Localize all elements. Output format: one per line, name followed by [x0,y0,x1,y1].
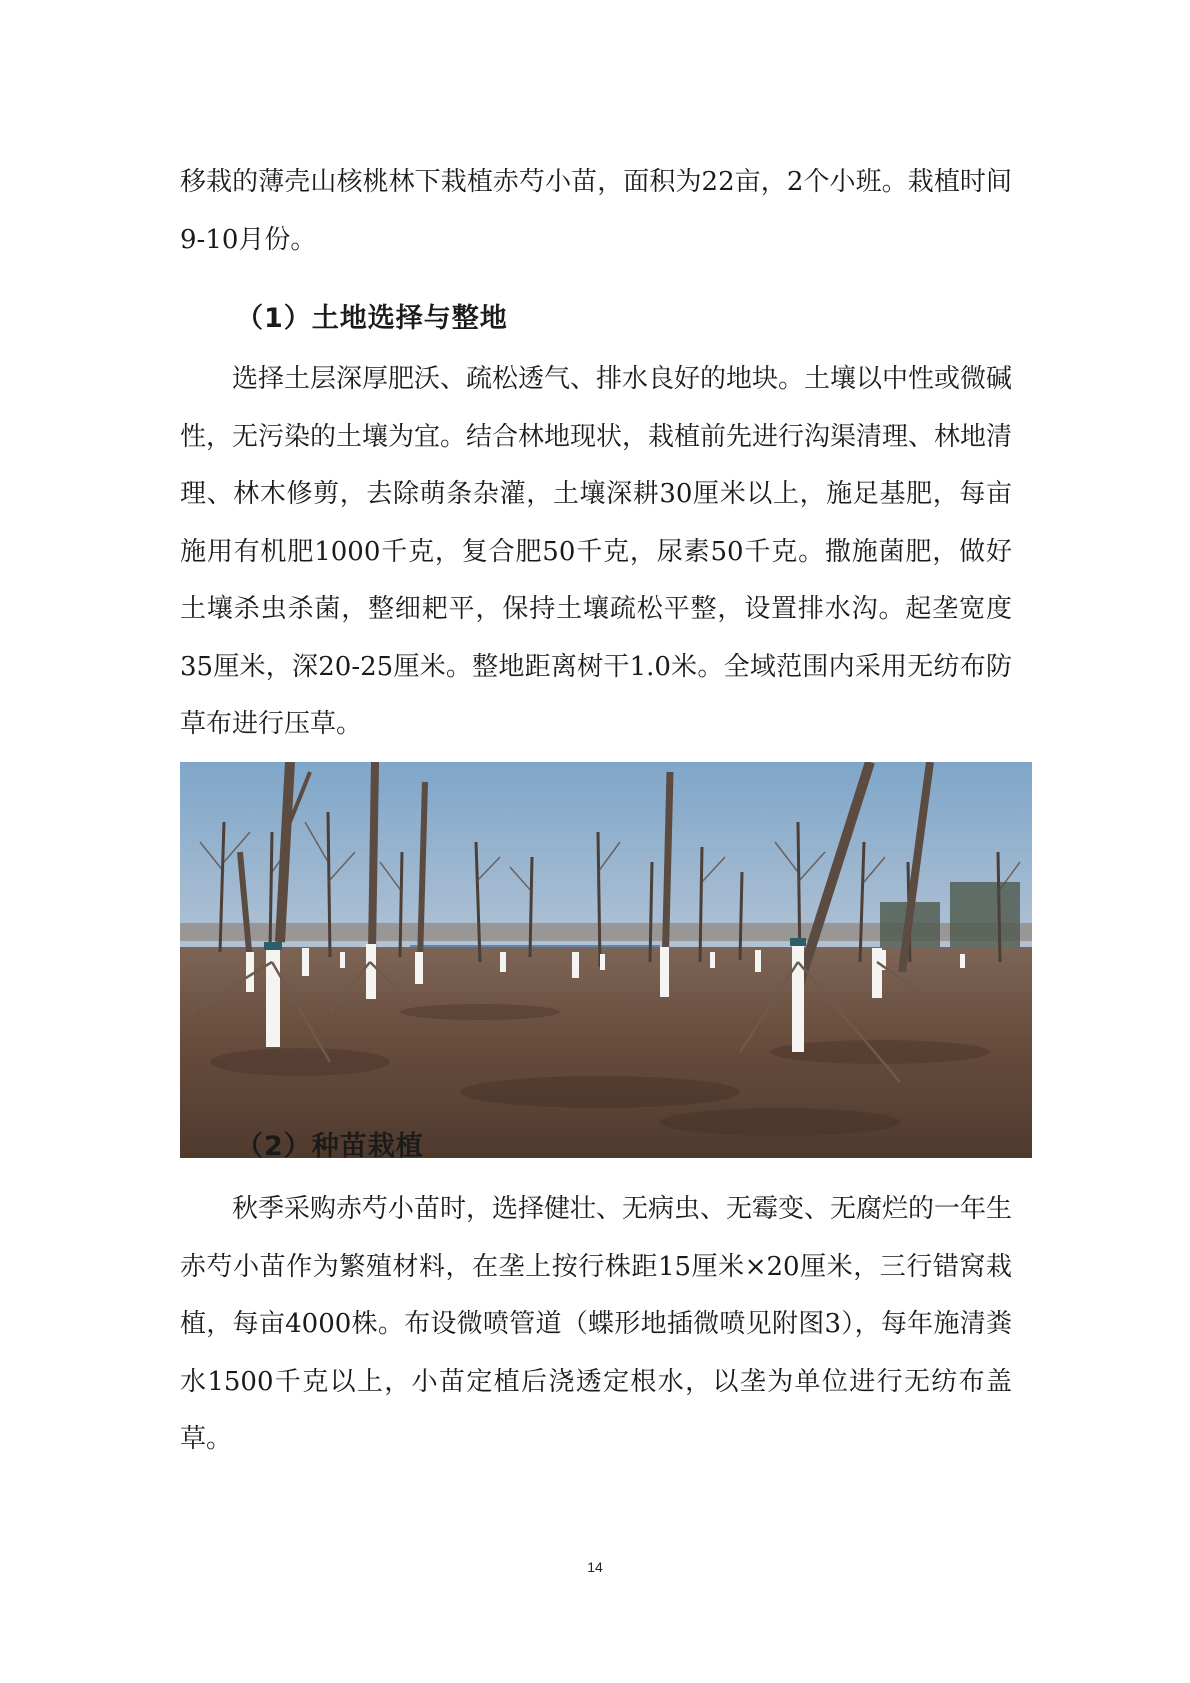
soil-paragraph: 选择土层深厚肥沃、疏松透气、排水良好的地块。土壤以中性或微碱性，无污染的土壤为宜。结合林地现状，栽植前先进行沟渠清理、林地清理、林木修剪，去除萌条杂灌，土壤深耕30厘米以上，施足基肥，每亩施用有机肥1000千克，复合肥50千克，尿素50千克。撒施菌肥，做好土壤杀虫杀菌，整细耙平，保持土壤疏松平整，设置排水沟。起垄宽度35厘米，深20-25厘米。整地距离树干1.0米。全域范围内采用无纺布防草布进行压草。 [180,364,1013,739]
page-number: 14 [587,1559,603,1575]
orchard-field-image [180,762,1032,1158]
planting-paragraph: 秋季采购赤芍小苗时，选择健壮、无病虫、无霉变、无腐烂的一年生赤芍小苗作为繁殖材料，在垄上按行株距15厘米×20厘米，三行错窝栽植，每亩4000株。布设微喷管道（蝶形地插微喷见附图3），每年施清粪水1500千克以上，小苗定植后浇透定根水，以垄为单位进行无纺布盖草。 [180,1194,1013,1454]
field-photo [180,762,1032,1158]
section-heading-land: （1）土地选择与整地 [236,303,508,334]
section-heading-seedling: （2）种苗栽植 [236,1131,424,1162]
intro-paragraph: 移栽的薄壳山核桃林下栽植赤芍小苗，面积为22亩，2个小班。栽植时间9-10月份。 [180,167,1012,255]
